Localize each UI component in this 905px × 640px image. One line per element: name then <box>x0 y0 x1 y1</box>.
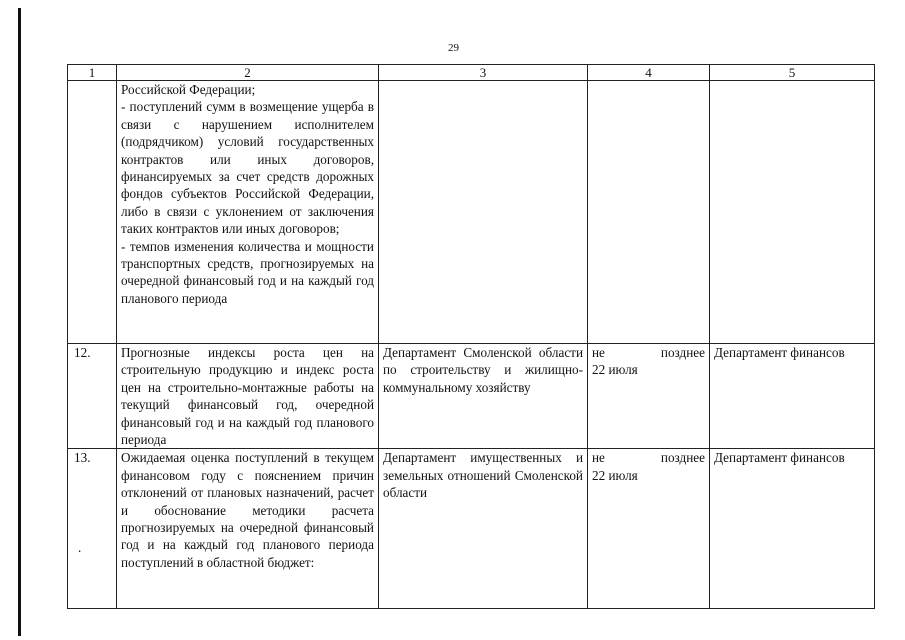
recipient-cell: Департамент финансов <box>710 344 875 449</box>
header-cell-5: 5 <box>710 65 875 81</box>
row-number-cell: 12. <box>68 344 117 449</box>
deadline-prefix: не позднее <box>592 345 705 360</box>
row-number-cell <box>68 449 117 609</box>
header-cell-2: 2 <box>117 65 379 81</box>
responsible-cell: Департамент имущественных и земельных отношений Смоленской области <box>379 449 588 609</box>
header-cell-3: 3 <box>379 65 588 81</box>
description-cell <box>117 81 379 344</box>
header-cell-4: 4 <box>588 65 710 81</box>
deadline-date: 22 июля <box>592 362 638 378</box>
responsible-cell <box>379 81 588 344</box>
responsible-cell: Департамент Смоленской области по строительству и жилищно-коммунальному хозяйству <box>379 344 588 449</box>
page-number: 29 <box>448 42 459 54</box>
row-mark: . <box>78 539 82 555</box>
table-row-continuation <box>68 81 875 344</box>
deadline-prefix: не позднее <box>592 450 705 466</box>
deadline-cell <box>588 449 710 609</box>
deadline-cell <box>588 344 710 449</box>
table-row <box>68 344 875 449</box>
document-table <box>67 64 875 609</box>
description-line: Российской Федерации; <box>121 82 256 97</box>
recipient-cell: Департамент финансов <box>710 449 875 609</box>
recipient-cell <box>710 81 875 344</box>
description-cell: Ожидаемая оценка поступлений в текущем финансовом году с пояснением причин отклонений от плановых назначений, расчет и обоснование методики расчета прогнозируемых на очередной финансовый год и на каждый год планового периода поступлений в областной бюджет: <box>117 449 379 609</box>
row-number-cell <box>68 81 117 344</box>
description-cell: Прогнозные индексы роста цен на строительную продукцию и индекс роста цен на строительно-монтажные работы на текущий финансовый год, очередной финансовый год и на каждый год планового периода <box>117 344 379 449</box>
description-line: - поступлений сумм в возмещение ущерба в связи с нарушением исполнителем (подрядчиком) условий государственных контрактов или иных договоров, финансируемых за счет средств дорожных фондов субъектов Российской Федерации, либо в связи с уклонением от заключения таких контрактов или иных договоров; <box>121 99 374 237</box>
deadline-date: 22 июля <box>592 467 638 483</box>
table-row <box>68 449 875 609</box>
deadline-cell <box>588 81 710 344</box>
margin-rule <box>18 8 21 636</box>
header-row <box>68 65 875 81</box>
row-number: 13. <box>74 450 91 466</box>
description-line: - темпов изменения количества и мощности транспортных средств, прогнозируемых на очередной финансовый год и на каждый год планового периода <box>121 238 374 306</box>
header-cell-1: 1 <box>68 65 117 81</box>
